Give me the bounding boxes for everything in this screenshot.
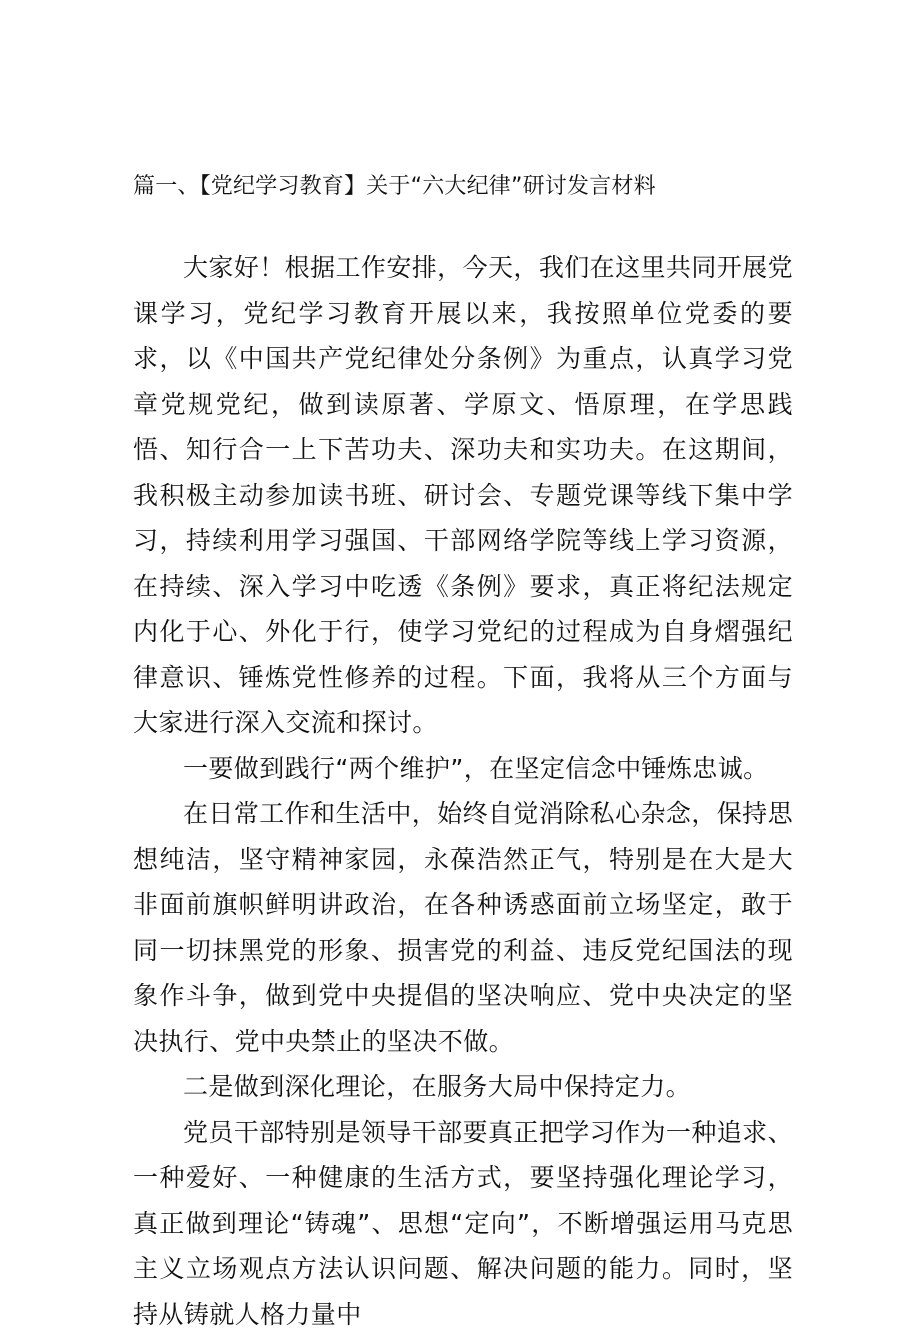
paragraph-heading-1: 一要做到践行“两个维护”，在坚定信念中锤炼忠诚。 bbox=[133, 746, 793, 792]
paragraph-intro: 大家好！根据工作安排，今天，我们在这里共同开展党课学习，党纪学习教育开展以来，我按照单位党委的要求，以《中国共产党纪律处分条例》为重点，认真学习党章党规党纪，做到读原著、学原文、悟原理，在学思践悟、知行合一上下苦功夫、深功夫和实功夫。在这期间，我积极主动参加读书班、研讨会、专题党课等线下集中学习，持续利用学习强国、干部网络学院等线上学习资源，在持续、深入学习中吃透《条例》要求，真正将纪法规定内化于心、外化于行，使学习党纪的过程成为自身熠强纪律意识、锤炼党性修养的过程。下面，我将从三个方面与大家进行深入交流和探讨。 bbox=[133, 245, 793, 746]
document-body bbox=[133, 245, 793, 1337]
document-title: 篇一、【党纪学习教育】关于“六大纪律”研讨发言材料 bbox=[133, 170, 833, 204]
paragraph-heading-2: 二是做到深化理论，在服务大局中保持定力。 bbox=[133, 1064, 793, 1110]
paragraph-section-2: 党员干部特别是领导干部要真正把学习作为一种追求、一种爱好、一种健康的生活方式，要坚持强化理论学习，真正做到理论“铸魂”、思想“定向”，不断增强运用马克思主义立场观点方法认识问题、解决问题的能力。同时，坚持从铸就人格力量中 bbox=[133, 1110, 793, 1337]
paragraph-section-1: 在日常工作和生活中，始终自觉消除私心杂念，保持思想纯洁，坚守精神家园，永葆浩然正气，特别是在大是大非面前旗帜鲜明讲政治，在各种诱惑面前立场坚定，敢于同一切抹黑党的形象、损害党的利益、违反党纪国法的现象作斗争，做到党中央提倡的坚决响应、党中央决定的坚决执行、党中央禁止的坚决不做。 bbox=[133, 791, 793, 1064]
